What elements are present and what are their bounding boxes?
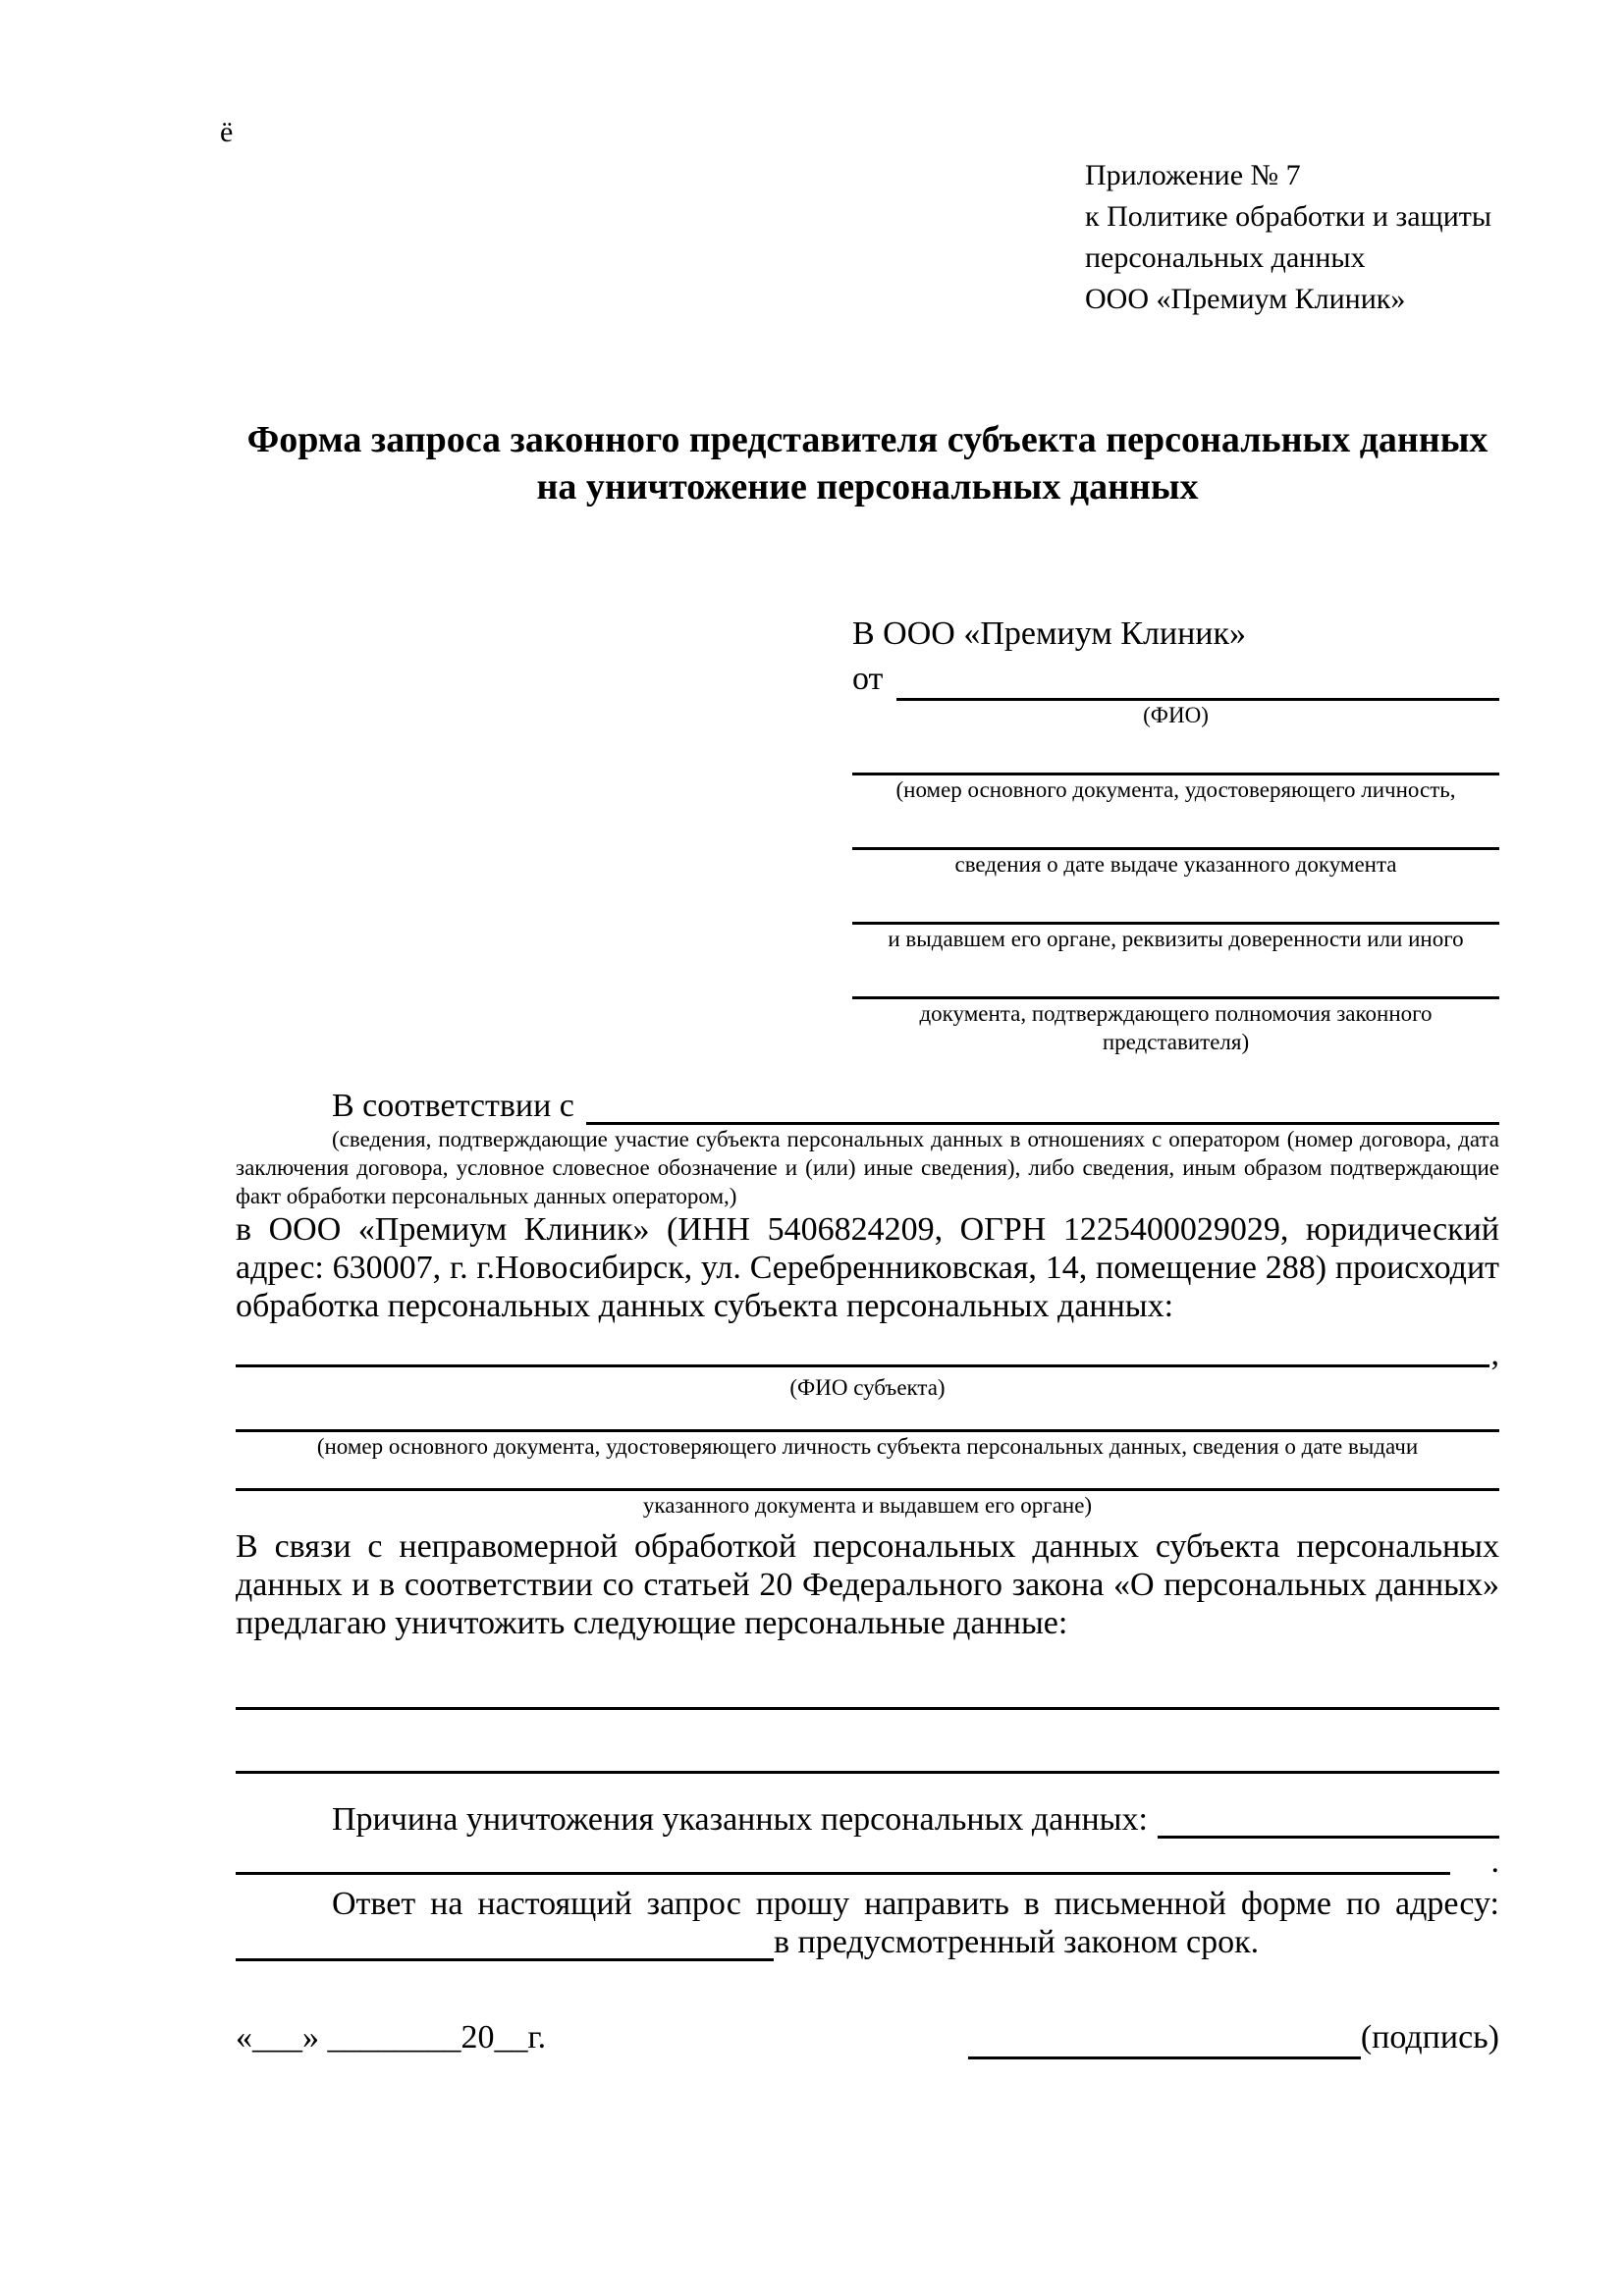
from-row [852,658,1499,701]
date-blank-line[interactable]: «___» ________20__г. [236,2019,547,2056]
data-to-destroy-blank-line1[interactable] [236,1642,1499,1710]
subject-fio-blank-line[interactable] [236,1331,1489,1367]
unlawful-paragraph: В связи с неправомерной обработкой персональных данных субъекта персональных данных и в соответствии со статьей 20 Федерального закона «О персональных данных» предлагаю уничтожить следующие персональные данные: [236,1528,1499,1641]
from-label: от [852,661,884,697]
document-title-line1: Форма запроса законного представителя субъекта персональных данных [246,419,1489,460]
data-to-destroy-blank-line2[interactable] [236,1710,1499,1774]
signature-group [968,2016,1499,2059]
appendix-ref-line: персональных данных [1085,241,1366,274]
subject-doc-blank-line2[interactable] [236,1461,1499,1491]
reply-line2-suffix: в предусмотренный законом срок. [774,1924,1260,1960]
accordance-row [236,1087,1499,1125]
accordance-blank-line[interactable] [586,1089,1499,1125]
doc-powers-blank-line[interactable] [852,953,1499,999]
accordance-lead: В соответствии с [332,1088,574,1124]
doc-authority-blank-line[interactable] [852,879,1499,925]
appendix-reference-block [1085,155,1499,320]
subject-fio-caption: (ФИО субъекта) [789,1375,946,1400]
reason-row [236,1800,1499,1839]
appendix-ref-line: ООО «Премиум Клиник» [1085,283,1406,315]
subject-fio-row [236,1331,1499,1373]
appendix-ref-line: Приложение № 7 [1085,159,1301,191]
doc-issue-date-caption: сведения о дате выдаче указанного документа [954,852,1397,877]
subject-doc-caption2: указанного документа и выдавшем его органе) [642,1493,1093,1518]
document-title [236,416,1499,510]
accordance-note: (сведения, подтверждающие участие субъекта персональных данных в отношениях с оператором (номер договора, дата заключения договора, условное словесное обозначение и (или) иные сведения), либо сведения, иным образом подтверждающие факт обработки персональных данных оператором,) [236,1127,1499,1208]
doc-authority-caption: и выдавшем его органе, реквизиты доверенности или иного [888,927,1464,951]
addressee-to: В ООО «Премиум Клиник» [852,615,1247,652]
doc-issue-date-blank-line[interactable] [852,804,1499,850]
period-after-line: . [1490,1843,1499,1880]
doc-powers-caption: документа, подтверждающего полномочия законного представителя) [919,1001,1433,1054]
reason-continuation-row [236,1839,1499,1881]
reply-address-blank-line[interactable] [236,1925,774,1961]
reason-blank-line2[interactable] [236,1839,1450,1875]
reason-label: Причина уничтожения указанных персональных данных: [332,1801,1148,1838]
subject-doc-blank-line[interactable] [236,1402,1499,1432]
fio-caption: (ФИО) [1143,703,1209,727]
reply-paragraph-line1: Ответ на настоящий запрос прошу направить в письменной форме по адресу: [332,1886,1499,1922]
subject-doc-caption1: (номер основного документа, удостоверяющего личность субъекта персональных данных, сведения о дате выдачи [316,1434,1419,1459]
from-name-blank-line[interactable] [896,665,1499,701]
operator-paragraph: в ООО «Премиум Клиник» (ИНН 5406824209, ОГРН 1225400029029, юридический адрес: 630007, г. г.Новосибирск, ул. Серебренниковская, 14, помещение 288) происходит обработка персональных данных субъекта персональных данных: [236,1211,1499,1324]
addressee-block [852,613,1499,1056]
appendix-ref-line: к Политике обработки и защиты [1085,200,1492,233]
doc-number-caption: (номер основного документа, удостоверяющего личность, [895,777,1456,802]
reply-paragraph-line2 [236,1923,1499,1961]
doc-number-blank-line[interactable] [852,729,1499,775]
reason-blank-line[interactable] [1158,1802,1499,1839]
signature-caption: (подпись) [1360,2019,1499,2056]
footer-row [236,2016,1499,2059]
comma-after-line: , [1490,1336,1499,1372]
document-title-line2: на уничтожение персональных данных [536,466,1199,507]
signature-blank-line[interactable] [968,2023,1361,2059]
stray-char: ё [220,116,234,148]
